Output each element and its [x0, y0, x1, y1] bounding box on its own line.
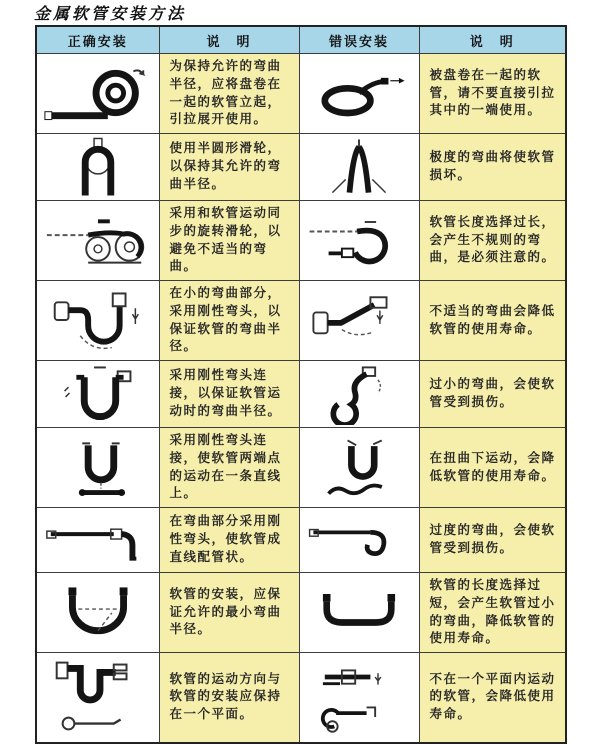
correct-description: 在小的弯曲部分，采用刚性弯头，以保证软管的弯曲半径。	[159, 281, 299, 361]
table-row	[36, 361, 566, 428]
wrong-description: 极度的弯曲将使软管损坏。	[419, 134, 566, 201]
wrong-description: 不适当的弯曲会降低软管的使用寿命。	[419, 281, 566, 361]
single-plane-trap-icon	[39, 656, 157, 738]
too-short-flat-u-icon	[302, 581, 416, 645]
header-description-2: 说 明	[419, 26, 566, 54]
rigid-elbow-u-loop-icon	[39, 363, 157, 425]
table-row	[36, 508, 566, 573]
wrong-image-cell	[299, 361, 419, 428]
correct-image-cell	[36, 134, 159, 201]
table-row	[36, 134, 566, 201]
correct-description: 采用刚性弯头连接，以保证软管运动时的弯曲半径。	[159, 361, 299, 428]
extreme-sharp-bend-icon	[302, 136, 416, 198]
header-correct-install: 正确安装	[36, 26, 159, 54]
minimum-bend-radius-u-icon	[39, 581, 157, 645]
header-wrong-install: 错误安装	[299, 26, 419, 54]
correct-image-cell	[36, 281, 159, 361]
wrong-image-cell	[299, 201, 419, 281]
wrong-image-cell	[299, 54, 419, 134]
page-title: 金属软管安装方法	[34, 6, 187, 23]
wrong-description: 过度的弯曲，会使软管受到损伤。	[419, 508, 566, 573]
too-small-bend-hook-icon	[302, 363, 416, 425]
overlong-hose-irregular-bend-icon	[302, 209, 416, 273]
correct-description: 软管的运动方向与软管的安装应保持在一个平面。	[159, 653, 299, 743]
table-row	[36, 573, 566, 653]
correct-image-cell	[36, 361, 159, 428]
wrong-description: 在扭曲下运动，会降低软管的使用寿命。	[419, 428, 566, 508]
excessive-end-curl-icon	[302, 510, 416, 570]
header-row	[36, 26, 566, 54]
correct-description: 在弯曲部分采用刚性弯头，使软管成直线配管状。	[159, 508, 299, 573]
rigid-elbow-small-bend-icon	[39, 286, 157, 356]
table-row	[36, 281, 566, 361]
correct-image-cell	[36, 428, 159, 508]
correct-image-cell	[36, 201, 159, 281]
table-row	[36, 428, 566, 508]
correct-description: 采用刚性弯头连接，使软管两端点的运动在一条直线上。	[159, 428, 299, 508]
wrong-description: 被盘卷在一起的软管，请不要直接引拉其中的一端使用。	[419, 54, 566, 134]
correct-image-cell	[36, 508, 159, 573]
aligned-endpoints-u-icon	[39, 435, 157, 501]
improper-angled-bend-icon	[302, 286, 416, 356]
wrong-image-cell	[299, 134, 419, 201]
table-row	[36, 201, 566, 281]
correct-description: 为保持允许的弯曲半径，应将盘卷在一起的软管立起，引拉展开使用。	[159, 54, 299, 134]
correct-image-cell	[36, 573, 159, 653]
semicircular-pulley-icon	[39, 136, 157, 198]
correct-description: 采用和软管运动同步的旋转滑轮，以避免不适当的弯曲。	[159, 201, 299, 281]
correct-image-cell	[36, 54, 159, 134]
correct-description: 软管的安装，应保证允许的最小弯曲半径。	[159, 573, 299, 653]
out-of-plane-motion-icon	[302, 656, 416, 738]
wrong-description: 软管的长度选择过短，会产生软管过小的弯曲，降低软管的使用寿命。	[419, 573, 566, 653]
correct-description: 使用半圆形滑轮，以保持其允许的弯曲半径。	[159, 134, 299, 201]
header-description-1: 说 明	[159, 26, 299, 54]
hose-installation-table	[35, 25, 567, 744]
flat-coil-pulled-directly-icon	[302, 61, 416, 127]
wrong-image-cell	[299, 281, 419, 361]
rotating-pulleys-icon	[39, 209, 157, 273]
twisted-u-loop-icon	[302, 435, 416, 501]
straight-run-elbow-icon	[39, 510, 157, 570]
table-row	[36, 54, 566, 134]
coiled-hose-stood-up-unrolling-icon	[39, 61, 157, 127]
wrong-description: 软管长度选择过长，会产生不规则的弯曲，是必须注意的。	[419, 201, 566, 281]
wrong-description: 不在一个平面内运动的软管，会降低使用寿命。	[419, 653, 566, 743]
wrong-image-cell	[299, 573, 419, 653]
wrong-image-cell	[299, 508, 419, 573]
wrong-description: 过小的弯曲，会使软管受到损伤。	[419, 361, 566, 428]
wrong-image-cell	[299, 428, 419, 508]
